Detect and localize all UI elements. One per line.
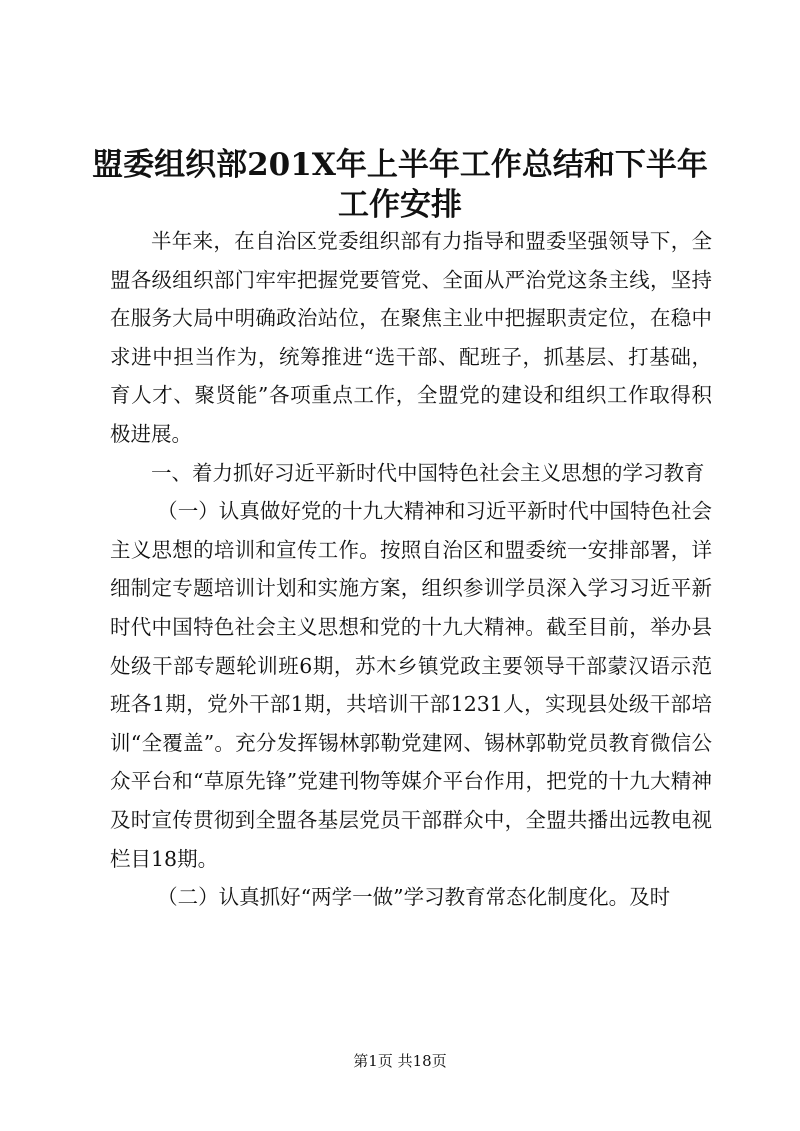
document-title-line-2: 工作安排 [338,187,462,223]
intro-paragraph: 半年来，在自治区党委组织部有力指导和盟委坚强领导下，全盟各级组织部门牢牢把握党要管党、全面从严治党这条主线，坚持在服务大局中明确政治站位，在聚焦主业中把握职责定位，在稳中求进中担当作为，统筹推进“选干部、配班子，抓基层、打基础，育人才、聚贤能”各项重点工作，全盟党的建设和组织工作取得积极进展。 [110,229,712,446]
subsection-paragraph-2: （二）认真抓好“两学一做”学习教育常态化制度化。及时 [157,885,671,910]
subsection-paragraph-1: （一）认真做好党的十九大精神和习近平新时代中国特色社会主义思想的培训和宣传工作。按照自治区和盟委统一安排部署，详细制定专题培训计划和实施方案，组织参训学员深入学习习近平新时代中国特色社会主义思想和党的十九大精神。截至目前，举办县处级干部专题轮训班6期，苏木乡镇党政主要领导干部蒙汉语示范班各1期，党外干部1期，共培训干部1231人，实现县处级干部培训“全覆盖”。充分发挥锡林郭勒党建网、锡林郭勒党员教育微信公众平台和“草原先锋”党建刊物等媒介平台作用，把党的十九大精神及时宣传贯彻到全盟各基层党员干部群众中，全盟共播出远教电视栏目18期。 [110,499,712,871]
section-heading-1: 一、着力抓好习近平新时代中国特色社会主义思想的学习教育 [151,460,705,485]
document-title-line-1: 盟委组织部201X年上半年工作总结和下半年 [92,147,708,183]
document-body [110,222,712,917]
page-footer: 第1页 共18页 [353,1052,447,1070]
